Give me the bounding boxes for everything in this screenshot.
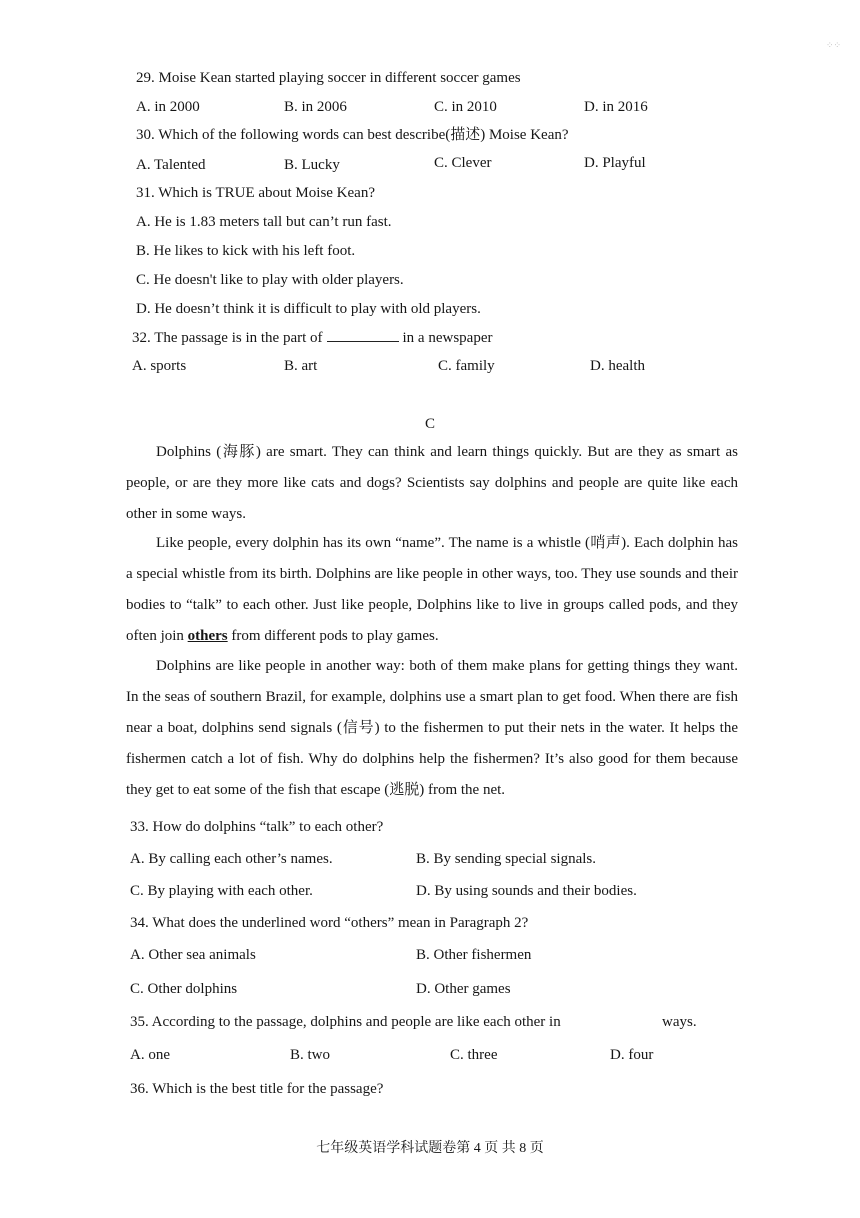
q34-option-a: A. Other sea animals [130, 947, 256, 963]
question-31-stem: 31. Which is TRUE about Moise Kean? [136, 185, 375, 201]
q34-option-b: B. Other fishermen [416, 947, 532, 963]
passage-paragraph-2: Like people, every dolphin has its own “name”. The name is a whistle (哨声). Each dolphin has a special whistle from its birth. Dolphins are like people in other ways, too. They use sounds and their bodies to “talk” to each other. Just like people, Dolphins like to live in groups called pods, and they often join others from different pods to play games. [126, 535, 738, 644]
scan-mark: ⁘⁘ [826, 40, 842, 50]
question-35-stem: 35. According to the passage, dolphins and people are like each other in [130, 1014, 561, 1030]
passage-paragraph-1: Dolphins (海豚) are smart. They can think and learn things quickly. But are they as smart as people, or are they more like cats and dogs? Scientists say dolphins and people are quite like each other in some ways. [126, 444, 738, 522]
question-34-stem: 34. What does the underlined word “others” mean in Paragraph 2? [130, 915, 529, 931]
q34-option-c: C. Other dolphins [130, 981, 238, 997]
q34-option-d: D. Other games [416, 981, 511, 997]
question-33-stem: 33. How do dolphins “talk” to each other? [130, 819, 384, 835]
underlined-word: others [187, 628, 228, 644]
q32-option-a: A. sports [132, 358, 187, 374]
section-letter: C [424, 416, 435, 432]
q31-option-a: A. He is 1.83 meters tall but can’t run fast. [136, 214, 392, 230]
q33-option-d: D. By using sounds and their bodies. [416, 883, 637, 899]
question-36-stem: 36. Which is the best title for the passage? [130, 1081, 384, 1097]
q33-option-c: C. By playing with each other. [130, 883, 313, 899]
q29-option-d: D. in 2016 [584, 99, 648, 115]
q31-option-c: C. He doesn't like to play with older players. [136, 272, 404, 288]
q35-option-c: C. three [450, 1047, 498, 1063]
q29-option-b: B. in 2006 [284, 99, 347, 115]
q30-option-d: D. Playful [584, 155, 646, 171]
question-29-stem: 29. Moise Kean started playing soccer in different soccer games [136, 70, 521, 86]
page-footer: 七年级英语学科试题卷第 4 页 共 8 页 [316, 1141, 544, 1156]
q35-option-a: A. one [130, 1047, 170, 1063]
q35-option-b: B. two [290, 1047, 331, 1063]
q33-option-a: A. By calling each other’s names. [130, 851, 333, 867]
question-32-stem [132, 327, 492, 348]
q31-option-d: D. He doesn’t think it is difficult to play with old players. [136, 301, 481, 317]
q29-option-a: A. in 2000 [136, 99, 200, 115]
q30-option-a: A. Talented [136, 157, 206, 173]
q32-option-c: C. family [438, 358, 495, 374]
q31-option-b: B. He likes to kick with his left foot. [136, 243, 356, 259]
q29-option-c: C. in 2010 [434, 99, 497, 115]
q30-option-c: C. Clever [434, 155, 492, 171]
q33-option-b: B. By sending special signals. [416, 851, 596, 867]
question-35-stem-end: ways. [662, 1014, 697, 1030]
q35-option-d: D. four [610, 1047, 654, 1063]
q32-stem-after: in a newspaper [402, 330, 493, 346]
passage-paragraph-3: Dolphins are like people in another way: both of them make plans for getting things they want. In the seas of southern Brazil, for example, dolphins use a smart plan to get food. When there are fish near a boat, dolphins send signals (信号) to the fishermen to put their nets in the water. It helps the fishermen catch a lot of fish. Why do dolphins help the fishermen? It’s also good for them because they get to eat some of the fish that escape (逃脱) from the net. [126, 658, 738, 798]
q30-option-b: B. Lucky [284, 157, 340, 173]
q32-option-d: D. health [590, 358, 645, 374]
question-30-stem: 30. Which of the following words can best describe(描述) Moise Kean? [136, 127, 569, 143]
q32-stem-before: 32. The passage is in the part of [132, 330, 323, 346]
q32-option-b: B. art [284, 358, 318, 374]
q32-answer-blank [327, 327, 399, 342]
